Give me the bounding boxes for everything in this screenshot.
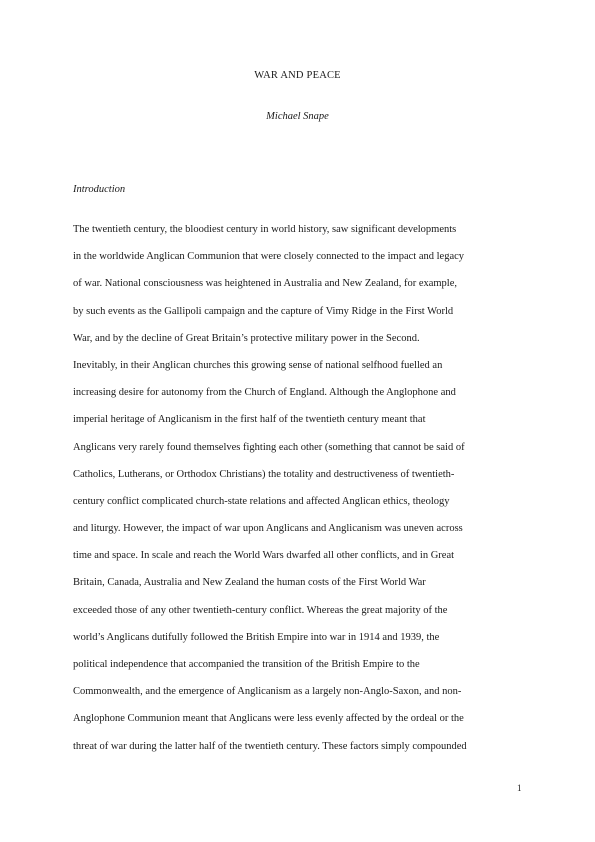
document-title: WAR AND PEACE <box>254 70 341 81</box>
body-line: threat of war during the latter half of the twentieth century. These factors simply compounded <box>73 740 467 752</box>
body-line: exceeded those of any other twentieth-century conflict. Whereas the great majority of the <box>73 604 448 616</box>
body-line: and liturgy. However, the impact of war upon Anglicans and Anglicanism was uneven across <box>73 523 463 535</box>
body-line: War, and by the decline of Great Britain’s protective military power in the Second. <box>73 332 420 344</box>
body-line: The twentieth century, the bloodiest century in world history, saw significant developments <box>73 224 457 235</box>
body-line: political independence that accompanied the transition of the British Empire to the <box>73 659 420 670</box>
body-paragraph <box>73 220 533 764</box>
body-line: century conflict complicated church-state relations and affected Anglican ethics, theology <box>73 495 450 507</box>
body-line: imperial heritage of Anglicanism in the first half of the twentieth century meant that <box>73 414 426 426</box>
body-line: Britain, Canada, Australia and New Zealand the human costs of the First World War <box>73 577 426 589</box>
page-number: 1 <box>517 783 522 793</box>
section-heading: Introduction <box>73 184 126 195</box>
body-line: Inevitably, in their Anglican churches this growing sense of national selfhood fuelled an <box>73 359 443 371</box>
body-line: world’s Anglicans dutifully followed the British Empire into war in 1914 and 1939, the <box>73 631 440 643</box>
body-line: of war. National consciousness was heightened in Australia and New Zealand, for example, <box>73 278 458 290</box>
body-line: in the worldwide Anglican Communion that were closely connected to the impact and legacy <box>73 251 465 263</box>
body-line: Commonwealth, and the emergence of Anglicanism as a largely non-Anglo-Saxon, and non- <box>73 686 462 698</box>
body-line: by such events as the Gallipoli campaign and the capture of Vimy Ridge in the First World <box>73 305 454 317</box>
body-line: Anglophone Communion meant that Anglicans were less evenly affected by the ordeal or the <box>73 713 464 725</box>
body-line: time and space. In scale and reach the World Wars dwarfed all other conflicts, and in Great <box>73 550 455 562</box>
body-line: Anglicans very rarely found themselves fighting each other (something that cannot be said of <box>73 441 465 453</box>
body-line: increasing desire for autonomy from the Church of England. Although the Anglophone and <box>73 387 456 399</box>
author-name: Michael Snape <box>266 111 329 122</box>
body-line: Catholics, Lutherans, or Orthodox Christians) the totality and destructiveness of twentieth- <box>73 468 455 480</box>
